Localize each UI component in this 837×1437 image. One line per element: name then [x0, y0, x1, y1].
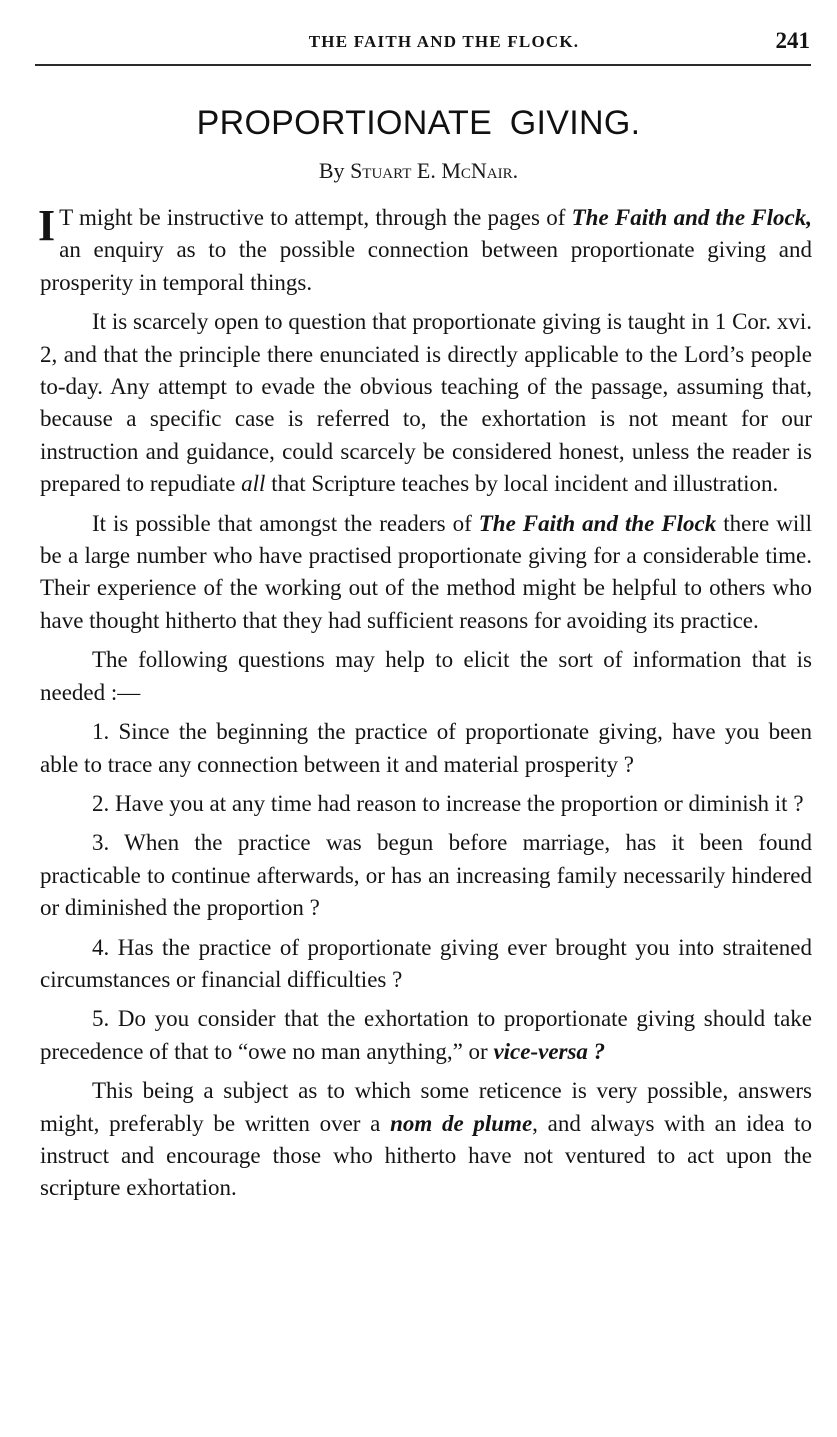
article-body [40, 202, 812, 1205]
header-rule [35, 64, 811, 66]
running-title: THE FAITH AND THE FLOCK. [308, 32, 580, 51]
italic-emphasis: nom de plume [390, 1110, 533, 1136]
paragraph-intro [40, 202, 812, 299]
publication-title-italic: The Faith and the Flock, [571, 205, 812, 230]
paragraph-text: This being a subject as to which some reticence is very possible, answers might, preferably be written over a [40, 1078, 812, 1136]
question-text: 4. Has the practice of proportionate giving ever brought you into straitened circumstances or financial difficulties ? [40, 934, 812, 992]
paragraph [40, 508, 812, 638]
question-item [40, 827, 812, 924]
paragraph [40, 644, 812, 709]
paragraph [40, 306, 812, 500]
paragraph-text: that Scripture teaches by local incident and illustration. [265, 471, 779, 497]
paragraph-text: there will be a large number who have practised proportionate giving for a considerable time. Their experience of the working out of the method might be helpful to others who have thought hitherto that they had sufficient reasons for avoiding its practice. [40, 510, 812, 633]
paragraph-text: an enquiry as to the possible connection between proportionate giving and prosperity in temporal things. [40, 237, 812, 295]
paragraph-text: T might be instructive to attempt, through the pages of [59, 205, 572, 230]
paragraph-text: The following questions may help to elicit the sort of information that is needed :— [40, 647, 812, 705]
question-text: 5. Do you consider that the exhortation to proportionate giving should take precedence of that to “owe no man anything,” or [40, 1006, 812, 1064]
paragraph-text: It is scarcely open to question that proportionate giving is taught in 1 Cor. xvi. 2, and that the principle there enunciated is directly applicable to the Lord’s people to-day. Any attempt to evade the obvious teaching of the passage, assuming that, because a specific case is referred to, the exhortation is not meant for our instruction and guidance, could scarcely be considered honest, unless the reader is prepared to repudiate [40, 309, 812, 497]
question-text: 3. When the practice was begun before marriage, has it been found practicable to continue afterwards, or has an increasing family necessarily hindered or diminished the proportion ? [40, 830, 812, 921]
author-name: Stuart E. McNair. [350, 158, 519, 183]
byline-prefix: By [318, 158, 345, 183]
italic-emphasis: vice-versa ? [493, 1038, 606, 1064]
question-item [40, 932, 812, 997]
page-number: 241 [775, 28, 810, 53]
paragraph-text: It is possible that amongst the readers of [92, 510, 479, 536]
paragraph-closing [40, 1075, 812, 1205]
italic-emphasis: all [241, 471, 266, 497]
question-item [40, 1003, 812, 1068]
running-header [38, 28, 810, 58]
question-item [40, 716, 812, 781]
question-item [40, 788, 812, 820]
question-text: 2. Have you at any time had reason to increase the proportion or diminish it ? [92, 790, 804, 816]
article-title: PROPORTIONATE GIVING. [196, 104, 641, 142]
publication-title-italic: The Faith and the Flock [478, 510, 717, 536]
byline [0, 158, 837, 184]
drop-cap: I [38, 201, 56, 250]
question-text: 1. Since the beginning the practice of proportionate giving, have you been able to trace any connection between it and material prosperity ? [40, 719, 812, 777]
paragraph-text: , and always with an idea to instruct and encourage those who hitherto have not ventured to act upon the scripture exhortation. [40, 1110, 812, 1201]
